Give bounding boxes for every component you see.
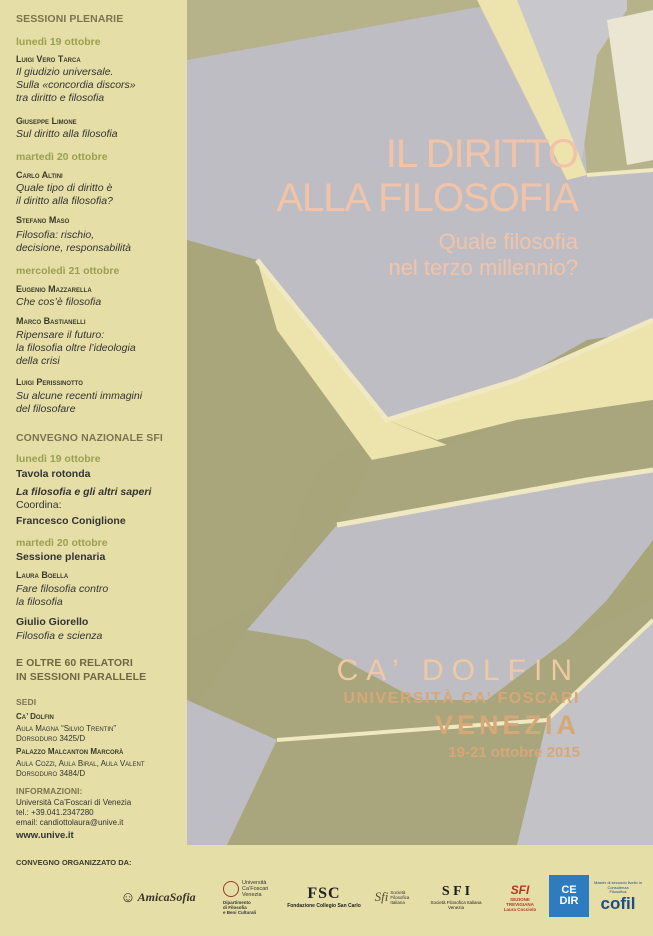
talk-title: Quale tipo di diritto è il diritto alla filosofia? xyxy=(16,182,113,207)
program-column xyxy=(0,0,187,853)
organizers-label: CONVEGNO ORGANIZZATO DA: xyxy=(16,858,132,867)
round-table-title: La filosofia e gli altri saperi xyxy=(16,486,152,498)
day-heading: martedì 20 ottobre xyxy=(16,537,108,549)
organizers-bar xyxy=(0,853,653,936)
info-detail: Università Ca’Foscari di Venezia tel.: +39.041.2347280 email: candiottolaura@unive.it xyxy=(16,798,132,827)
main-title: ALLA FILOSOFIA xyxy=(276,176,578,220)
day-heading: martedì 20 ottobre xyxy=(16,151,108,163)
venue-title: CA’ DOLFIN xyxy=(336,654,580,687)
subtitle: Quale filosofia xyxy=(438,229,578,254)
fsc-logo: FSC Fondazione Collegio San Carlo xyxy=(287,885,361,909)
venue-detail: Aula Magna “Silvio Trentin” Dorsoduro 3425/D xyxy=(16,724,116,743)
speaker-name: Giulio Giorello xyxy=(16,616,89,628)
sfi-treviso-logo: SFI SEZIONE TREVIGIANA Laura Cocciolo xyxy=(503,882,537,912)
plenary-session-label: Sessione plenaria xyxy=(16,551,106,563)
university-name: UNIVERSITÀ CA’ FOSCARI xyxy=(343,690,580,707)
day-heading: lunedì 19 ottobre xyxy=(16,36,101,48)
sfi-heading: CONVEGNO NAZIONALE SFI xyxy=(16,432,163,444)
amicasofia-logo: ☺ AmicaSofia xyxy=(120,888,196,906)
speaker-name: Stefano Maso xyxy=(16,215,70,225)
venue-name: Palazzo Malcanton Marcorà xyxy=(16,747,124,756)
speaker-name: Luigi Vero Tarca xyxy=(16,54,81,64)
website-link[interactable]: www.unive.it xyxy=(16,830,74,841)
talk-title: Filosofia: rischio, decisione, responsabilità xyxy=(16,229,131,254)
cafoscari-logo: Università Ca’Foscari Venezia Dipartimento di Filosofia e Beni Culturali xyxy=(223,879,269,915)
round-table-label: Tavola rotonda xyxy=(16,468,91,480)
talk-title: Sul diritto alla filosofia xyxy=(16,128,118,140)
children-icon: ☺ xyxy=(120,888,136,906)
day-heading: mercoledì 21 ottobre xyxy=(16,265,120,277)
talk-title: Fare filosofia contro la filosofia xyxy=(16,583,109,608)
talk-title: Che cos’è filosofia xyxy=(16,296,102,308)
venue-name: Ca’ Dolfin xyxy=(16,712,54,721)
coordina-label: Coordina: xyxy=(16,499,62,511)
sfi-venezia-logo: S F I Società Filosofica Italiana Venezia xyxy=(430,884,482,910)
cedir-logo: CE DIR xyxy=(549,875,589,917)
cover-artwork xyxy=(187,0,653,845)
speaker-name: Eugenio Mazzarella xyxy=(16,284,92,294)
coordinator-name: Francesco Coniglione xyxy=(16,515,126,527)
speaker-name: Laura Boella xyxy=(16,570,69,580)
talk-title: Filosofia e scienza xyxy=(16,630,103,642)
main-title: IL DIRITTO xyxy=(385,132,578,176)
seal-icon xyxy=(223,881,239,897)
parallel-sessions: E OLTRE 60 RELATORI IN SESSIONI PARALLELE xyxy=(16,657,147,683)
event-dates: 19-21 ottobre 2015 xyxy=(448,744,580,761)
day-heading: lunedì 19 ottobre xyxy=(16,453,101,465)
talk-title: Il giudizio universale. Sulla «concordia discors» tra diritto e filosofia xyxy=(16,66,136,104)
speaker-name: Luigi Perissinotto xyxy=(16,377,83,387)
talk-title: Ripensare il futuro: la filosofia oltre l’ideologia della crisi xyxy=(16,329,136,367)
info-heading: INFORMAZIONI: xyxy=(16,786,83,796)
abstract-painting xyxy=(187,0,653,845)
city: VENEZIA xyxy=(434,710,580,740)
sedi-heading: SEDI xyxy=(16,697,37,707)
plenary-heading: SESSIONI PLENARIE xyxy=(16,13,124,25)
cofil-logo: Master di secondo livello in Consulenza Filosofica cofil xyxy=(593,880,643,913)
talk-title: Su alcune recenti immagini del filosofare xyxy=(16,390,143,415)
sfi-logo: Sfi Società Filosofica Italiana xyxy=(374,889,410,905)
subtitle: nel terzo millennio? xyxy=(388,255,578,280)
venue-detail: Aula Cozzi, Aula Biral, Aula Valent Dorsoduro 3484/D xyxy=(16,759,145,778)
speaker-name: Marco Bastianelli xyxy=(16,316,86,326)
speaker-name: Carlo Altini xyxy=(16,170,63,180)
speaker-name: Giuseppe Limone xyxy=(16,116,77,126)
